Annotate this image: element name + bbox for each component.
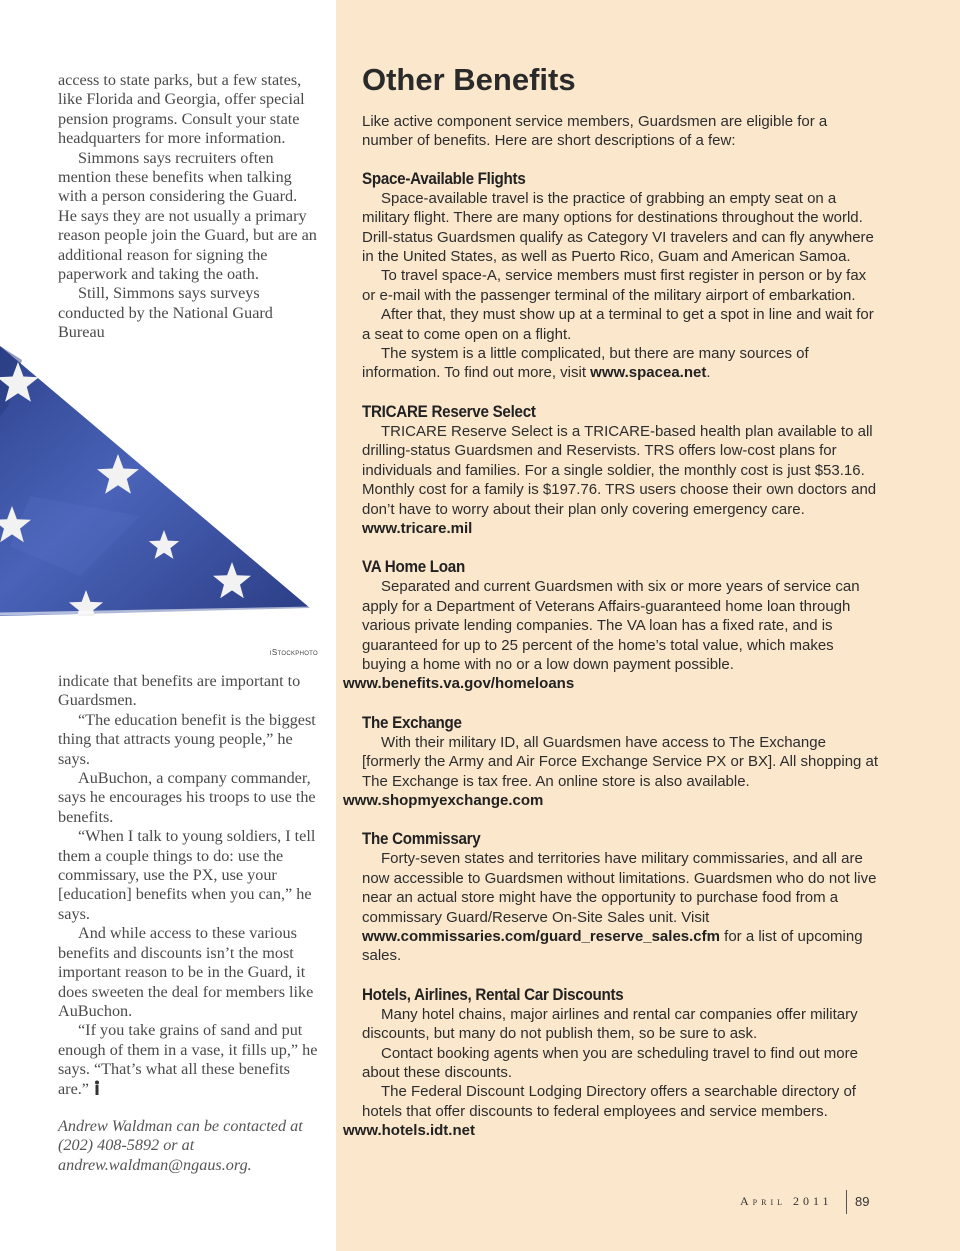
benefit-paragraph: The Federal Discount Lodging Directory offers a searchable directory of hotels that offer discounts to federal employees and service members. www.hotels.idt.net: [343, 1083, 856, 1140]
article-paragraph: AuBuchon, a company commander, says he encourages his troops to use the benefits.: [58, 769, 316, 826]
article-text-top: [58, 71, 320, 343]
footer-divider: [846, 1190, 847, 1214]
benefit-paragraph: The system is a little complicated, but there are many sources of information. To find out more, visit www.spacea.net.: [362, 345, 809, 382]
article-paragraph: “The education benefit is the biggest thing that attracts young people,” he says.: [58, 710, 316, 768]
benefit-paragraph: TRICARE Reserve Select is a TRICARE-based health plan available to all drilling-status Guardsmen and Reservists. TRS offers low-cost plans for individuals and families. For a single soldier, the monthly cost is just $53.16. Monthly cost for a family is $197.76. TRS users choose their own doctors and don’t have to worry about their plan only covering emergency care. www.tricare.mil: [362, 422, 877, 537]
benefit-link[interactable]: www.shopmyexchange.com: [343, 791, 544, 809]
sidebar-title: Other Benefits: [362, 62, 576, 97]
benefit-link[interactable]: www.commissaries.com/guard_reserve_sales.cfm: [362, 928, 720, 945]
benefit-section: [343, 713, 882, 811]
benefit-link[interactable]: www.tricare.mil: [362, 519, 473, 537]
benefit-section: [343, 985, 882, 1141]
benefit-paragraph: Space-available travel is the practice of grabbing an empty seat on a military flight. There are many options for destinations throughout the world. Drill-status Guardsmen qualify as Category VI travelers and can fly anywhere in the United States, as well as Puerto Rico, Guam and American Samoa.: [362, 189, 874, 266]
article-paragraph: Still, Simmons says surveys conducted by the National Guard Bureau: [58, 284, 273, 342]
benefit-paragraph: With their military ID, all Guardsmen have access to The Exchange [formerly the Army and Air Force Exchange Service PX or BX]. All shopping at The Exchange is tax free. An online store is also available. www.shopmyexchange.com: [343, 733, 879, 809]
benefit-sections: [343, 169, 882, 1141]
benefit-paragraph: After that, they must show up at a terminal to get a spot in line and wait for a seat to come open on a flight.: [362, 306, 874, 343]
photo-credit: iStockphoto: [269, 648, 318, 657]
benefit-heading: TRICARE Reserve Select: [362, 402, 536, 421]
author-byline: Andrew Waldman can be contacted at (202) 408-5892 or at andrew.waldman@ngaus.org.: [58, 1117, 303, 1174]
benefit-section: [343, 557, 882, 693]
benefit-section: [362, 402, 882, 538]
benefit-paragraph: Many hotel chains, major airlines and rental car companies offer military discounts, but many do not publish them, so be sure to ask.: [362, 1005, 858, 1043]
article-paragraph: “When I talk to young soldiers, I tell them a couple things to do: use the commissary, use the PX, use your [education] benefits when you can,” he says.: [58, 827, 316, 923]
article-paragraph: access to state parks, but a few states, like Florida and Georgia, offer special pension programs. Consult your state headquarters for more information.: [58, 71, 305, 148]
article-paragraph: And while access to these various benefits and discounts isn’t the most important reason to be in the Guard, it does sweeten the deal for members like AuBuchon.: [58, 924, 314, 1020]
article-paragraph: Simmons says recruiters often mention these benefits when talking with a person considering the Guard. He says they are not usually a primary reason people join the Guard, but are an additional reason for signing the paperwork and taking the oath.: [58, 148, 317, 284]
flag-field: [0, 346, 310, 616]
end-mark-icon: [93, 1080, 101, 1096]
benefit-heading: The Commissary: [362, 830, 481, 849]
benefit-heading: Hotels, Airlines, Rental Car Discounts: [362, 985, 624, 1004]
sidebar-intro: Like active component service members, Guardsmen are eligible for a number of benefits. Here are short descriptions of a few:: [362, 113, 828, 150]
issue-date: April 2011: [740, 1194, 833, 1208]
article-text-bottom: [58, 672, 320, 1099]
benefit-heading: The Exchange: [362, 713, 462, 732]
article-paragraph: indicate that benefits are important to Guardsmen.: [58, 672, 301, 710]
benefit-paragraph: Forty-seven states and territories have military commissaries, and all are now accessible to Guardsmen without limitations. Guardsmen who do not live near an actual store might have the opportunity to purchase food from a commissary Guard/Reserve On-Site Sales unit. Visit www.commissaries.com/guard_reserve_sales.cfm for a list of upcoming sales.: [362, 850, 877, 965]
benefit-link[interactable]: www.benefits.va.gov/homeloans: [343, 675, 575, 693]
benefit-paragraph: Separated and current Guardsmen with six or more years of service can apply for a Department of Veterans Affairs-guaranteed home loan through various private lending companies. The VA loan has a fixed rate, and is guaranteed for up to 25 percent of the home’s total value, which makes buying a home with no or a low down payment possible. www.benefits.va.gov/homeloans: [343, 578, 860, 693]
page-footer: [740, 1190, 880, 1214]
benefit-section: [362, 829, 882, 965]
benefit-link[interactable]: www.spacea.net: [590, 364, 707, 382]
left-column: [0, 0, 336, 1251]
benefit-heading: Space-Available Flights: [362, 169, 526, 188]
benefit-paragraph: To travel space-A, service members must first register in person or by fax or e-mail with the passenger terminal of the military airport of embarkation.: [362, 267, 867, 304]
page-number: 89: [855, 1194, 870, 1209]
folded-flag-photo: [0, 346, 336, 616]
article-paragraph: “If you take grains of sand and put enough of them in a vase, it fills up,” he says. “That’s what all these benefits are.”: [58, 1021, 318, 1098]
benefits-sidebar-content: [343, 60, 882, 1160]
benefit-section: [362, 169, 882, 383]
benefit-paragraph: Contact booking agents when you are scheduling travel to find out more about these discounts.: [362, 1044, 858, 1082]
benefit-heading: VA Home Loan: [362, 558, 465, 577]
benefit-link[interactable]: www.hotels.idt.net: [343, 1122, 475, 1140]
